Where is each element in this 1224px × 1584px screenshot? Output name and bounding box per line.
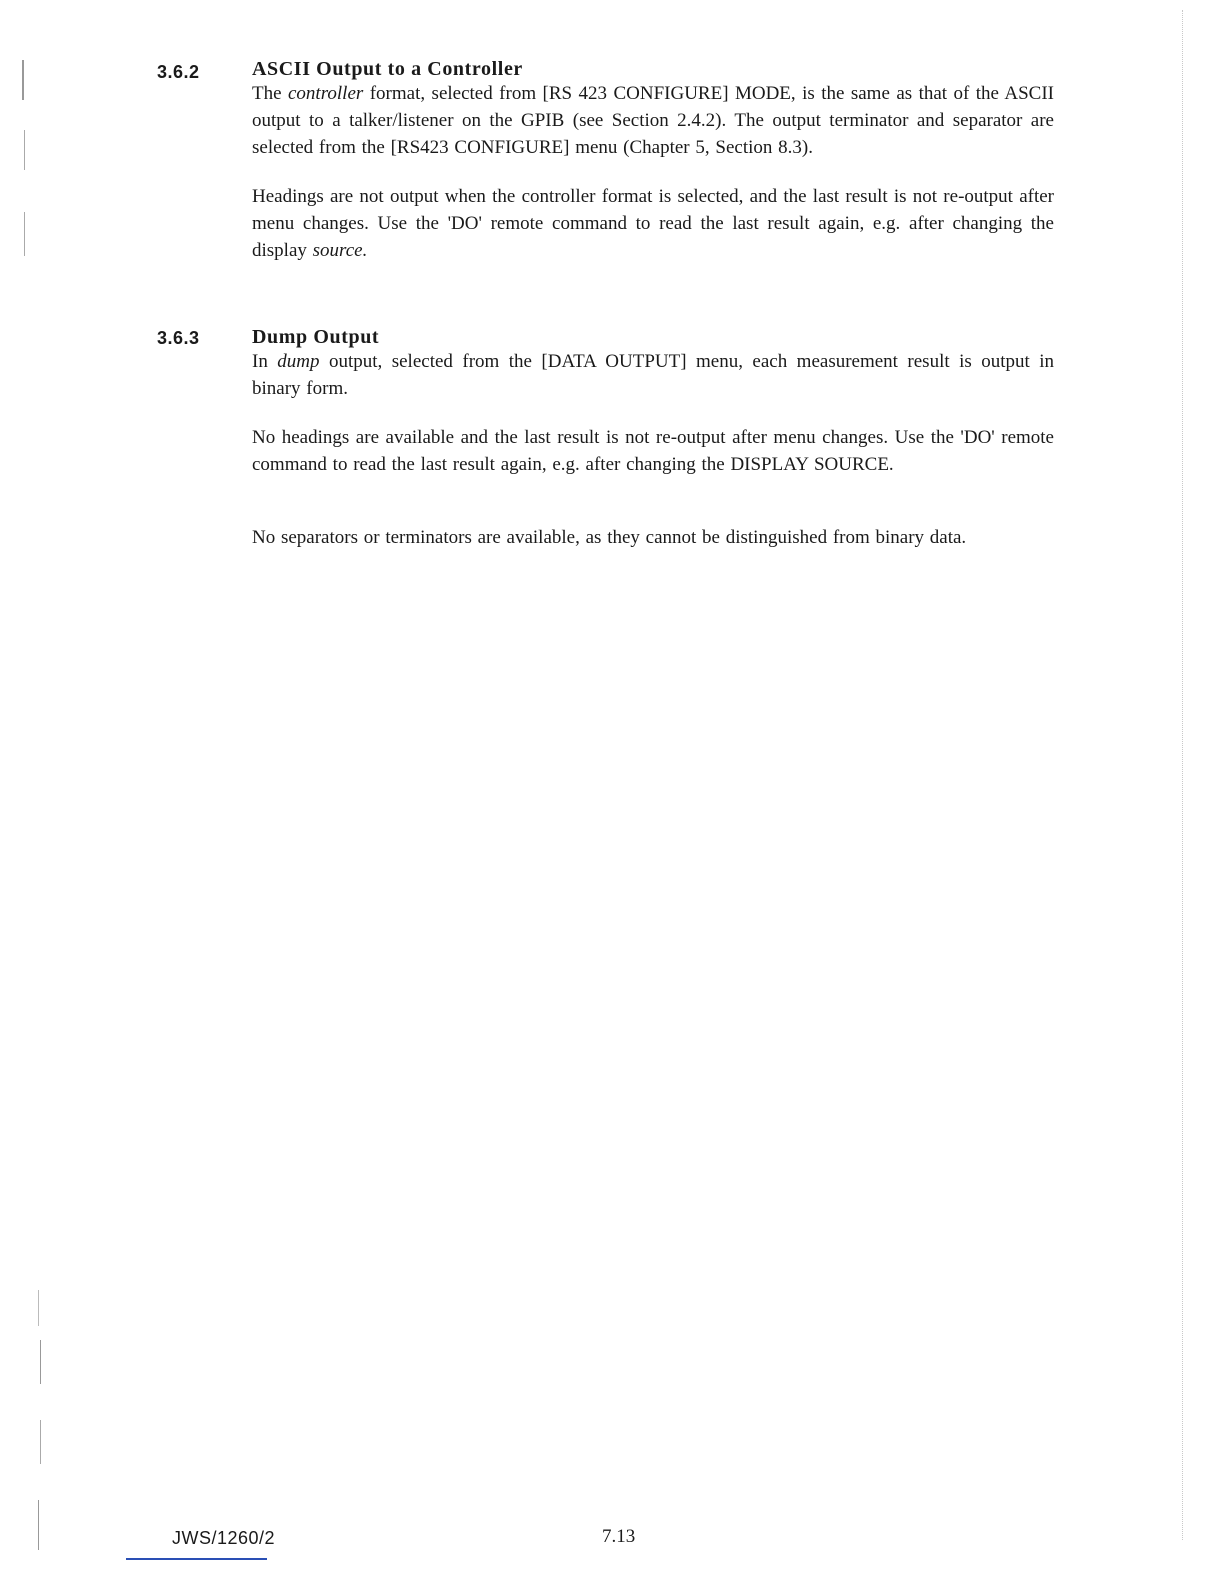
paragraph [252,524,1054,551]
text-run: format, selected from [RS 423 CONFIGURE] MODE, is the same as that of the ASCII output to a talker/listener on the GPIB (see Section 2.4.2). The output terminator and separator are selected from the [RS423 CONFIGURE] menu (Chapter 5, Section 8.3). [252,83,1054,158]
page-number: 7.13 [602,1526,636,1547]
text-run: Headings are not output when the controller format is selected, and the last result is not re-output after menu changes. Use the 'DO' remote command to read the last result again, e.g. after changing the display [252,186,1054,261]
document-id: JWS/1260/2 [172,1528,276,1548]
text-run-italic: dump [277,351,320,372]
scan-mark [40,1420,41,1464]
scan-mark [40,1340,41,1384]
text-run-italic: controller [287,83,364,104]
paragraph [252,80,1054,161]
scan-mark [22,60,24,100]
section-number: 3.6.2 [157,62,200,82]
paragraph [252,183,1054,264]
scan-edge-line [1182,10,1184,1540]
text-run-italic: source. [312,240,368,261]
section-body [252,326,1054,573]
paragraph [252,348,1054,402]
scan-mark [38,1500,39,1550]
section-title: ASCII Output to a Controller [252,58,523,80]
scan-mark [24,212,25,256]
text-run: output, selected from the [DATA OUTPUT] menu, each measurement result is output in binary form. [252,351,1054,399]
scan-mark [38,1290,39,1326]
section-number: 3.6.3 [157,328,200,348]
text-run: No headings are available and the last result is not re-output after menu changes. Use the 'DO' remote command to read the last result again, e.g. after changing the DISPLAY SOURCE. [252,427,1054,475]
paragraph [252,424,1054,478]
text-run: In [252,351,278,372]
section-body [252,58,1054,310]
section-title: Dump Output [252,326,380,348]
footer-rule [126,1558,267,1560]
scan-mark [24,130,25,170]
text-run: No separators or terminators are available, as they cannot be distinguished from binary data. [252,527,967,548]
text-run: The [252,83,288,104]
